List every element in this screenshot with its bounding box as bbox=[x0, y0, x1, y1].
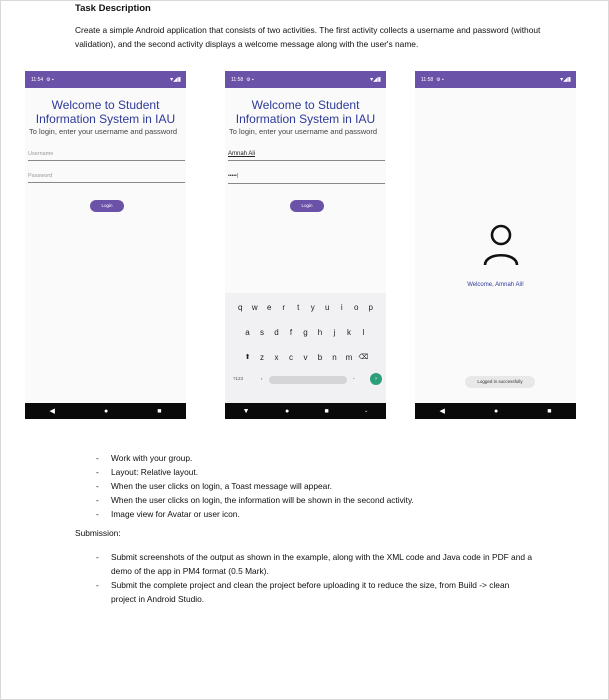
comma-key[interactable]: , bbox=[261, 375, 263, 381]
username-field[interactable]: Username bbox=[28, 151, 185, 161]
phone-screenshot-typing bbox=[225, 71, 386, 419]
requirements-list bbox=[94, 451, 554, 521]
recents-icon[interactable]: ■ bbox=[324, 407, 329, 415]
status-icons: ⚙ ▪ bbox=[436, 76, 444, 83]
submission-heading: Submission: bbox=[75, 528, 121, 538]
key-q[interactable]: q bbox=[238, 303, 243, 312]
password-value: ••••• bbox=[228, 173, 237, 179]
nav-bar bbox=[225, 403, 386, 419]
key-n[interactable]: n bbox=[332, 353, 337, 362]
backspace-icon[interactable]: ⌫ bbox=[358, 354, 369, 361]
key-m[interactable]: m bbox=[345, 353, 353, 362]
status-time: 11:58 bbox=[231, 76, 244, 83]
key-z[interactable]: z bbox=[260, 353, 264, 362]
status-time: 11:58 bbox=[421, 76, 434, 83]
recents-icon[interactable]: ■ bbox=[547, 407, 552, 415]
key-o[interactable]: o bbox=[354, 303, 359, 312]
status-icons: ⚙ ▪ bbox=[46, 76, 54, 83]
key-i[interactable]: i bbox=[340, 303, 343, 312]
soft-keyboard bbox=[225, 293, 386, 403]
key-u[interactable]: u bbox=[325, 303, 330, 312]
user-avatar-icon bbox=[481, 221, 521, 271]
keyboard-row-3 bbox=[225, 353, 386, 362]
key-e[interactable]: e bbox=[267, 303, 272, 312]
toast-message: Logged in successfully bbox=[465, 376, 535, 388]
task-heading: Task Description bbox=[75, 3, 151, 14]
key-y[interactable]: y bbox=[310, 303, 315, 312]
key-l[interactable]: l bbox=[362, 328, 365, 337]
key-x[interactable]: x bbox=[274, 353, 279, 362]
login-hint: To login, enter your username and password bbox=[229, 127, 378, 136]
list-item: - When the user clicks on login, a Toast message will appear. bbox=[94, 479, 554, 493]
app-title-line2: Information System in IAU bbox=[35, 112, 176, 126]
signal-icon: ▾◢▮ bbox=[560, 77, 571, 83]
status-icons: ⚙ ▪ bbox=[246, 76, 254, 83]
mode-key[interactable]: ?123 bbox=[233, 376, 244, 381]
back-down-icon[interactable]: ▼ bbox=[242, 407, 250, 415]
period-key[interactable]: . bbox=[353, 375, 355, 381]
key-j[interactable]: j bbox=[333, 328, 336, 337]
password-field[interactable]: •••••| bbox=[228, 173, 385, 184]
login-hint: To login, enter your username and password bbox=[29, 127, 178, 136]
list-item: - Work with your group. bbox=[94, 451, 554, 465]
key-h[interactable]: h bbox=[317, 328, 323, 337]
keyboard-row-1 bbox=[225, 303, 386, 312]
back-icon[interactable]: ◀ bbox=[439, 408, 445, 415]
key-d[interactable]: d bbox=[274, 328, 279, 337]
keyboard-toggle-icon[interactable]: ⌄ bbox=[364, 408, 369, 414]
nav-bar bbox=[415, 403, 576, 419]
enter-key[interactable]: › bbox=[370, 373, 382, 385]
home-icon[interactable]: ● bbox=[493, 407, 499, 415]
status-bar bbox=[225, 71, 386, 88]
welcome-message: Welcome, Amnah Ali! bbox=[467, 282, 524, 288]
space-key[interactable] bbox=[269, 376, 347, 384]
home-icon[interactable]: ● bbox=[284, 407, 290, 415]
keyboard-row-2 bbox=[225, 328, 386, 337]
status-bar bbox=[25, 71, 186, 88]
status-bar bbox=[415, 71, 576, 88]
recents-icon[interactable]: ■ bbox=[157, 407, 162, 415]
key-c[interactable]: c bbox=[289, 353, 293, 362]
status-time: 11:54 bbox=[31, 76, 44, 83]
key-t[interactable]: t bbox=[297, 303, 300, 312]
key-w[interactable]: w bbox=[251, 303, 258, 312]
key-s[interactable]: s bbox=[260, 328, 264, 337]
key-b[interactable]: b bbox=[317, 353, 323, 362]
list-item: - Submit the complete project and clean the project before uploading it to reduce the size, from Build -> clean project in Android Studio. bbox=[94, 578, 534, 606]
phone-screenshot-welcome bbox=[415, 71, 576, 419]
signal-icon: ▾◢▮ bbox=[170, 77, 181, 83]
app-title-line1: Welcome to Student bbox=[251, 98, 360, 112]
nav-bar bbox=[25, 403, 186, 419]
key-r[interactable]: r bbox=[282, 303, 286, 312]
key-g[interactable]: g bbox=[303, 328, 308, 337]
username-field[interactable]: Amnah Ali bbox=[228, 151, 385, 161]
home-icon[interactable]: ● bbox=[103, 407, 109, 415]
submission-list bbox=[94, 550, 534, 606]
list-item: - When the user clicks on login, the information will be shown in the second activity. bbox=[94, 493, 554, 507]
phone-screenshot-login bbox=[25, 71, 186, 419]
list-item: - Submit screenshots of the output as shown in the example, along with the XML code and Java code in PDF and a demo of the app in PM4 format (0.5 Mark). bbox=[94, 550, 534, 578]
key-a[interactable]: a bbox=[245, 328, 250, 337]
key-f[interactable]: f bbox=[289, 328, 293, 337]
shift-icon[interactable]: ⬆ bbox=[244, 354, 251, 361]
signal-icon: ▾◢▮ bbox=[370, 77, 381, 83]
login-button[interactable]: Login bbox=[90, 200, 124, 212]
list-item: - Layout: Relative layout. bbox=[94, 465, 554, 479]
key-k[interactable]: k bbox=[347, 328, 351, 337]
login-button[interactable]: Login bbox=[290, 200, 324, 212]
key-v[interactable]: v bbox=[303, 353, 308, 362]
key-p[interactable]: p bbox=[368, 303, 373, 312]
app-title-line1: Welcome to Student bbox=[51, 98, 160, 112]
password-field[interactable]: Password bbox=[28, 173, 185, 183]
back-icon[interactable]: ◀ bbox=[49, 408, 55, 415]
task-description: Create a simple Android application that consists of two activities. The first activity collects a username and password (without validation), and the second activity displays a welcome message along with the user's name. bbox=[75, 25, 541, 49]
keyboard-letters bbox=[255, 353, 357, 362]
app-title-line2: Information System in IAU bbox=[235, 112, 376, 126]
list-item: - Image view for Avatar or user icon. bbox=[94, 507, 554, 521]
